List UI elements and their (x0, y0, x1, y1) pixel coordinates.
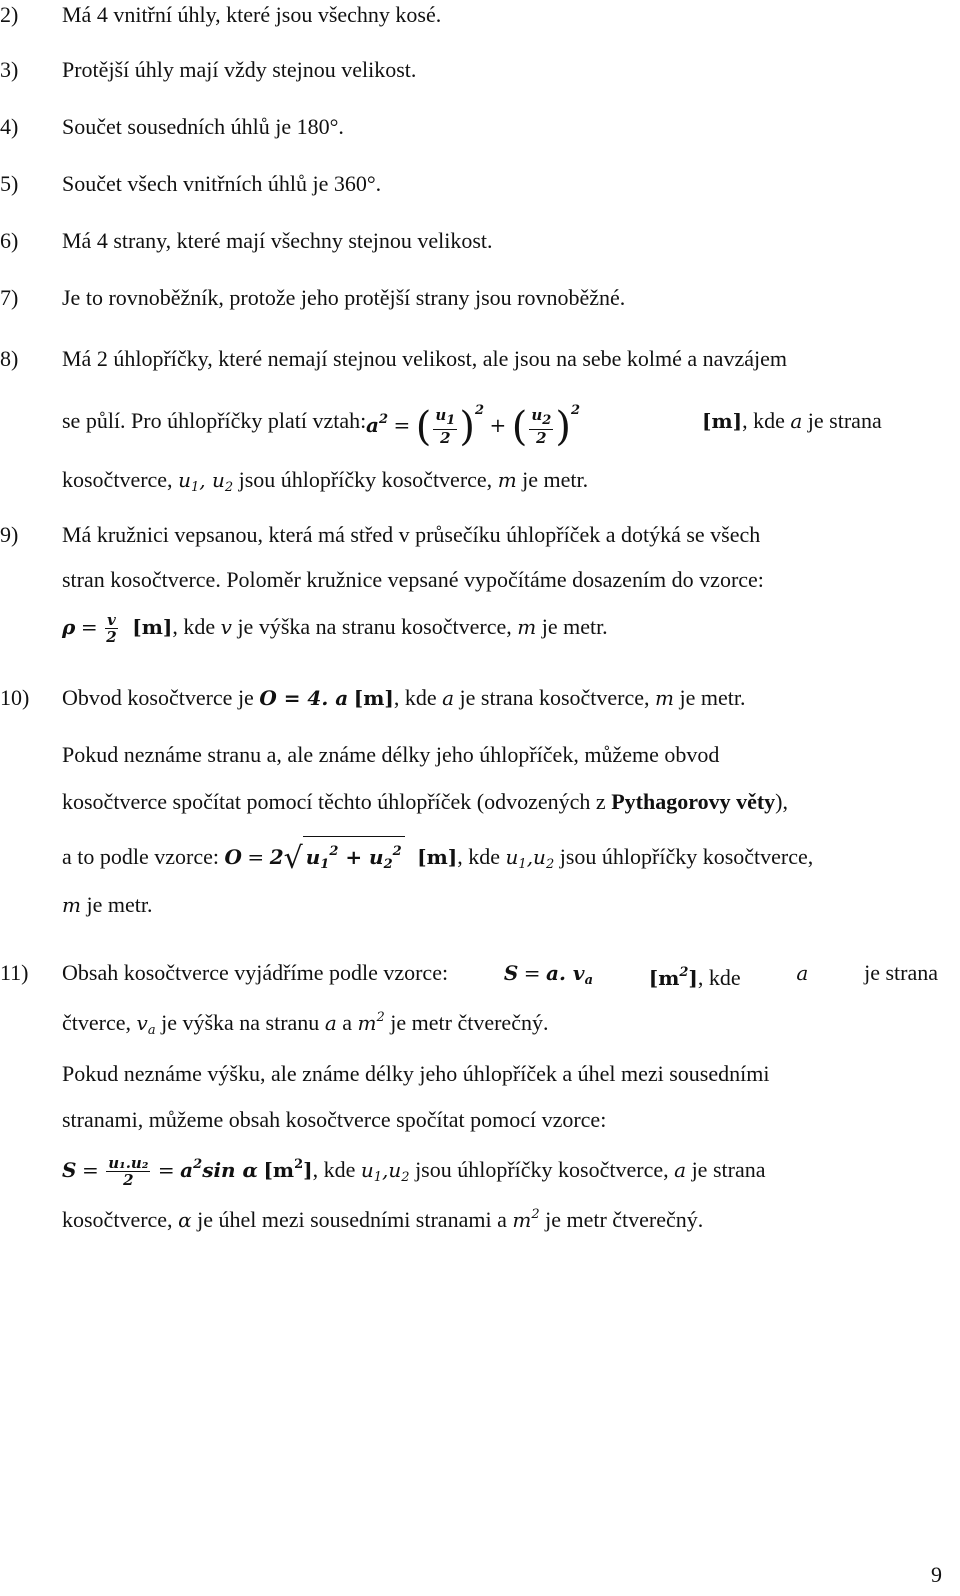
item-8-text: se půlí. Pro úhlopříčky platí vztah: (62, 408, 367, 433)
item-text: Součet sousedních úhlů je 180°. (62, 114, 344, 139)
item-text: Má 4 strany, které mají všechny stejnou velikost. (62, 228, 493, 253)
item-9-formula-line: ρ = $\frac{v}{2}$ [m], kde v je výška na stranu kosočtverce, m je metr. (62, 611, 608, 647)
item-10-p3: a to podle vzorce: O = 2√ $u_1^2 + u_2^2$ [m], kde $u_1,u_2$ jsou úhlopříčky kosočtverce, (62, 836, 960, 880)
item-8-formula: $a^2$ = ( $\frac{u1}{2}$ )$^2$ + ( $\frac{u2}{2}$ )$^2$ (366, 403, 580, 450)
item-number: 6) (0, 228, 19, 253)
item-10-p1: Pokud neznáme stranu a, ale známe délky jeho úhlopříček, můžeme obvod (62, 742, 720, 767)
item-11-l2: čtverce, $v_a$ je výška na stranu a a $m^2$ je metr čtverečný. (62, 1010, 549, 1038)
item-text: Součet všech vnitřních úhlů je 360°. (62, 171, 382, 196)
item-number: 5) (0, 171, 19, 196)
item-11-p1: Pokud neznáme výšku, ale známe délky jeho úhlopříček a úhel mezi sousedními (62, 1061, 770, 1086)
item-11-p3: S = $\frac{\text{u₁.u₂}}{2}$ = $a^2\sin$ α $[m^2]$, kde $u_1,u_2$ jsou úhlopříčky kosočtverce, a je strana (62, 1154, 766, 1190)
item-text: Protější úhly mají vždy stejnou velikost. (62, 57, 417, 82)
item-8-line3: kosočtverce, $u_1$, $u_2$ jsou úhlopříčky kosočtverce, m je metr. (62, 467, 589, 495)
item-number: 3) (0, 57, 19, 82)
item-text: Má 2 úhlopříčky, které nemají stejnou velikost, ale jsou na sebe kolmé a navzájem (62, 346, 787, 371)
item-9-line2: stran kosočtverce. Poloměr kružnice vepsané vypočítáme dosazením do vzorce: (62, 567, 764, 592)
item-11-p2: stranami, můžeme obsah kosočtverce spočítat pomocí vzorce: (62, 1107, 607, 1132)
item-10-p4: m je metr. (62, 892, 153, 917)
item-10-p2: kosočtverce spočítat pomocí těchto úhlopříček (odvozených z Pythagorovy věty), (62, 789, 788, 814)
item-text: Je to rovnoběžník, protože jeho protější strany jsou rovnoběžné. (62, 285, 626, 310)
item-number: 4) (0, 114, 19, 139)
page-number: 9 (931, 1562, 942, 1587)
item-8-unit: [m], kde a je strana (702, 408, 882, 433)
item-text: Má 4 vnitřní úhly, které jsou všechny kosé. (62, 2, 442, 27)
item-number: 2) (0, 2, 19, 27)
item-11-p4: kosočtverce, α je úhel mezi sousedními stranami a $m^2$ je metr čtverečný. (62, 1207, 704, 1232)
item-number: 8) (0, 346, 19, 371)
item-number: 7) (0, 285, 19, 310)
item-8-formula-line (62, 403, 938, 450)
